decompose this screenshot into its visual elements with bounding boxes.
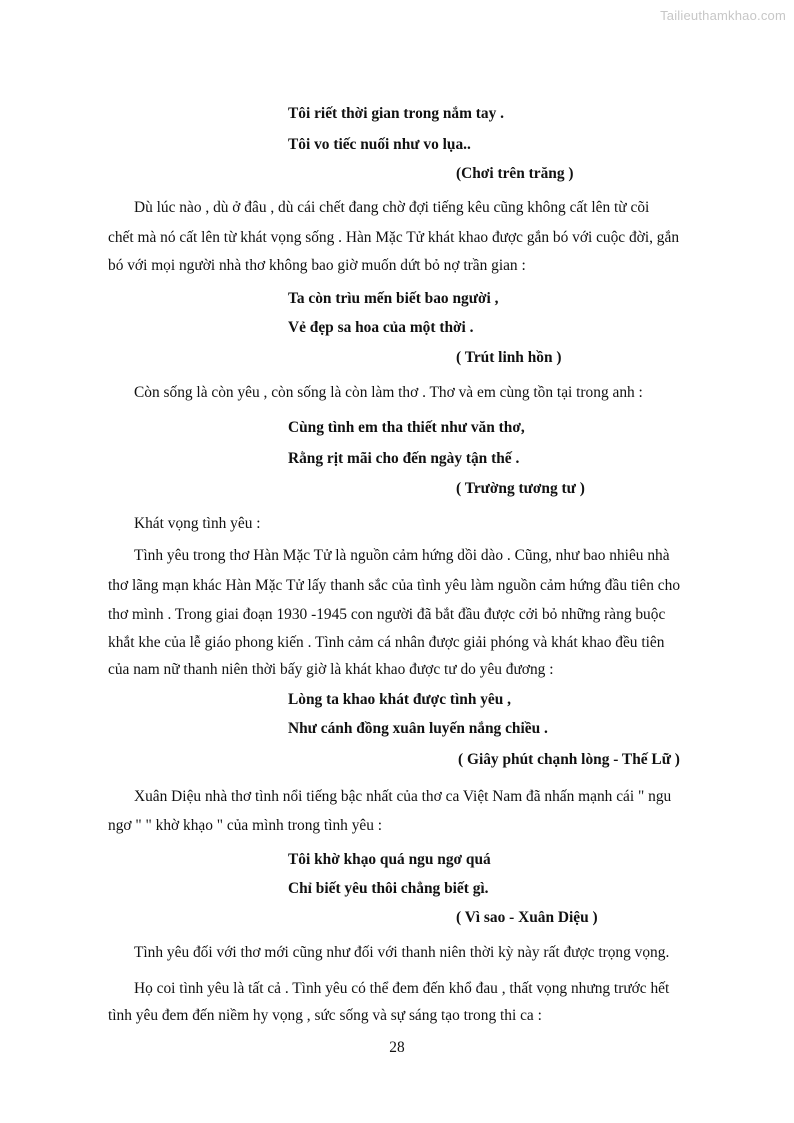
poem-line: Tôi khờ khạo quá ngu ngơ quá — [288, 851, 491, 868]
paragraph-line: chết mà nó cất lên từ khát vọng sống . Hàn Mặc Tử khát khao được gắn bó với cuộc đời, gắn — [108, 229, 680, 246]
poem-line: Cùng tình em tha thiết như văn thơ, — [288, 419, 525, 436]
poem-source: ( Trường tương tư ) — [456, 480, 585, 497]
paragraph-line: Họ coi tình yêu là tất cả . Tình yêu có thể đem đến khổ đau , thất vọng nhưng trước hết — [134, 980, 670, 997]
paragraph-line: bó với mọi người nhà thơ không bao giờ muốn dứt bỏ nợ trần gian : — [108, 257, 526, 274]
poem-line: Tôi riết thời gian trong nắm tay . — [288, 105, 505, 122]
poem-line: Ta còn trìu mến biết bao người , — [288, 290, 499, 307]
poem-source: ( Giây phút chạnh lòng - Thế Lữ ) — [458, 751, 680, 768]
paragraph-line: Dù lúc nào , dù ở đâu , dù cái chết đang chờ đợi tiếng kêu cũng không cất lên từ cõi — [134, 199, 650, 216]
poem-line: Tôi vo tiếc nuối như vo lụa.. — [288, 136, 471, 153]
paragraph-line: tình yêu đem đến niềm hy vọng , sức sống và sự sáng tạo trong thi ca : — [108, 1007, 542, 1024]
poem-source: (Chơi trên trăng ) — [456, 165, 574, 182]
paragraph-line: Còn sống là còn yêu , còn sống là còn làm thơ . Thơ và em cùng tồn tại trong anh : — [134, 384, 643, 401]
poem-line: Lòng ta khao khát được tình yêu , — [288, 691, 512, 708]
poem-source: ( Trút linh hồn ) — [456, 349, 562, 366]
paragraph-line: ngơ " " khờ khạo " của mình trong tình yêu : — [108, 817, 383, 834]
poem-line: Như cánh đồng xuân luyến nắng chiều . — [288, 720, 548, 737]
section-heading: Khát vọng tình yêu : — [134, 515, 261, 532]
paragraph-line: Xuân Diệu nhà thơ tình nổi tiếng bậc nhất của thơ ca Việt Nam đã nhấn mạnh cái " ngu — [134, 788, 672, 805]
paragraph-line: Tình yêu trong thơ Hàn Mặc Tử là nguồn cảm hứng dồi dào . Cũng, như bao nhiêu nhà — [134, 547, 670, 564]
page-number: 28 — [389, 1039, 405, 1056]
poem-source: ( Vì sao - Xuân Diệu ) — [456, 909, 598, 926]
paragraph-line: thơ lãng mạn khác Hàn Mặc Tử lấy thanh sắc của tình yêu làm nguồn cảm hứng đầu tiên cho — [108, 577, 681, 594]
paragraph-line: thơ mình . Trong giai đoạn 1930 -1945 con người đã bắt đầu được cởi bỏ những ràng buộc — [108, 606, 666, 623]
paragraph-line: Tình yêu đối với thơ mới cũng như đối với thanh niên thời kỳ này rất được trọng vọng. — [134, 944, 670, 961]
paragraph-line: khắt khe của lễ giáo phong kiến . Tình cảm cá nhân được giải phóng và khát khao đều tiên — [108, 634, 665, 651]
poem-line: Vẻ đẹp sa hoa của một thời . — [288, 319, 474, 336]
poem-line: Chỉ biết yêu thôi chẳng biết gì. — [288, 880, 489, 897]
paragraph-line: của nam nữ thanh niên thời bấy giờ là khát khao được tư do yêu đương : — [108, 661, 554, 678]
poem-line: Rằng rịt mãi cho đến ngày tận thế . — [288, 450, 520, 467]
watermark: Tailieuthamkhao.com — [660, 8, 786, 23]
